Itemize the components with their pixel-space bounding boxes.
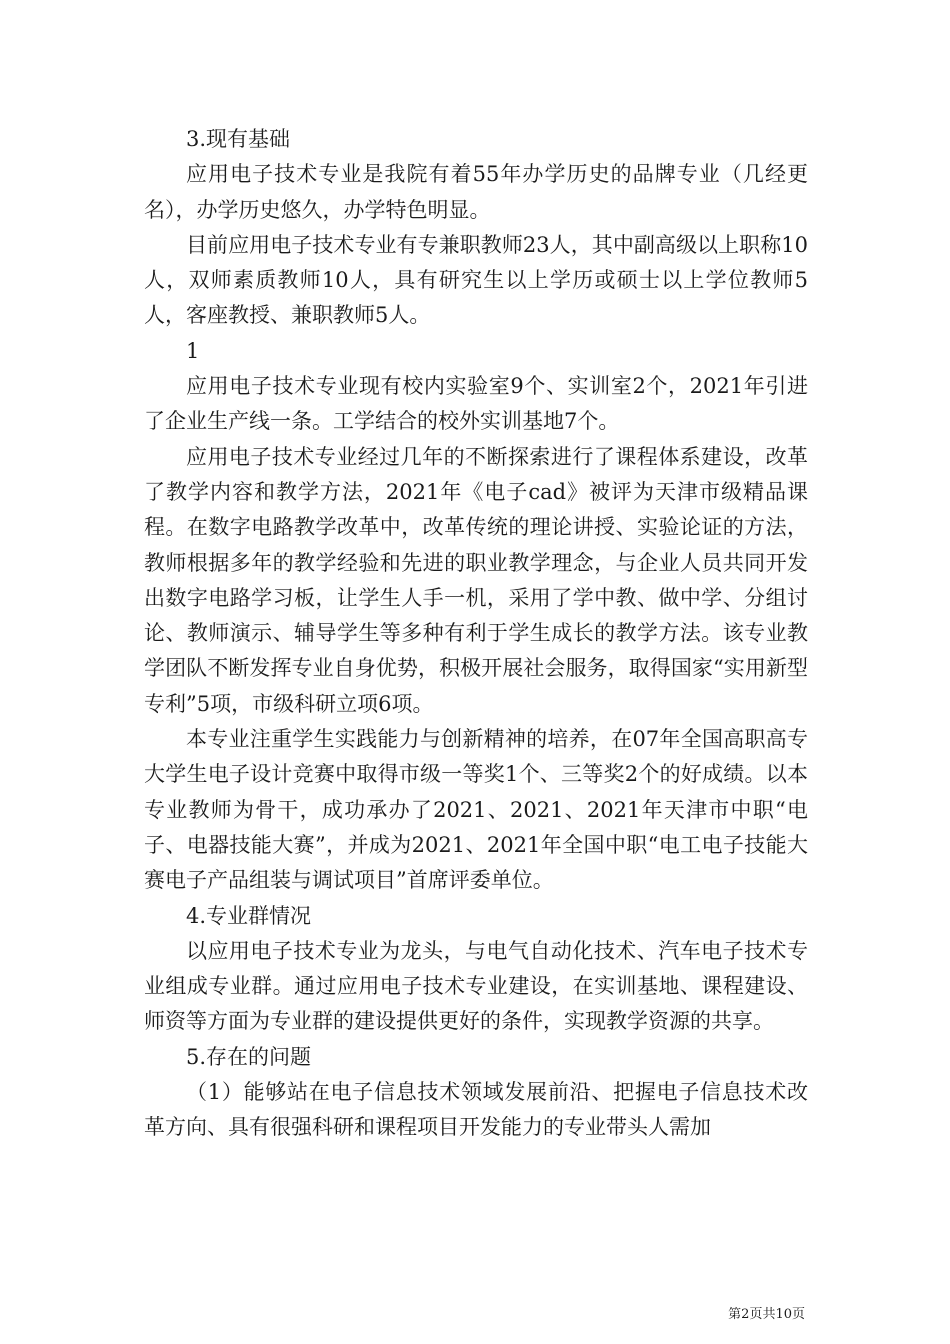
paragraph-history: 应用电子技术专业是我院有着55年办学历史的品牌专业（几经更名），办学历史悠久，办学特色明显。 <box>144 162 808 222</box>
page-number-marker: 1 <box>186 338 200 363</box>
paragraph-curriculum: 应用电子技术专业经过几年的不断探索进行了课程体系建设，改革了教学内容和教学方法，2021年《电子cad》被评为天津市级精品课程。在数字电路教学改革中，改革传统的理论讲授、实验论证的方法，教师根据多年的教学经验和先进的职业教学理念，与企业人员共同开发出数字电路学习板，让学生人手一机，采用了学中教、做中学、分组讨论、教师演示、辅导学生等多种有利于学生成长的教学方法。该专业教学团队不断发挥专业自身优势，积极开展社会服务，取得国家“实用新型专利”5项，市级科研立项6项。 <box>144 444 808 716</box>
document-body <box>144 122 808 1146</box>
paragraph-problem-1: （1）能够站在电子信息技术领域发展前沿、把握电子信息技术改革方向、具有很强科研和课程项目开发能力的专业带头人需加 <box>144 1080 808 1140</box>
page-footer: 第2页共10页 <box>728 1307 805 1322</box>
paragraph-professional-group: 以应用电子技术专业为龙头，与电气自动化技术、汽车电子技术专业组成专业群。通过应用电子技术专业建设，在实训基地、课程建设、师资等方面为专业群的建设提供更好的条件，实现教学资源的共享。 <box>144 938 808 1034</box>
paragraph-labs: 应用电子技术专业现有校内实验室9个、实训室2个，2021年引进了企业生产线一条。工学结合的校外实训基地7个。 <box>144 374 808 434</box>
paragraph-competitions: 本专业注重学生实践能力与创新精神的培养，在07年全国高职高专大学生电子设计竞赛中取得市级一等奖1个、三等奖2个的好成绩。以本专业教师为骨干，成功承办了2021、2021、2021年天津市中职“电子、电器技能大赛”，并成为2021、2021年全国中职“电工电子技能大赛电子产品组装与调试项目”首席评委单位。 <box>144 727 808 893</box>
section-heading-existing-foundation: 3.现有基础 <box>186 127 291 151</box>
section-heading-problems: 5.存在的问题 <box>186 1044 312 1069</box>
paragraph-teachers: 目前应用电子技术专业有专兼职教师23人，其中副高级以上职称10人，双师素质教师10人，具有研究生以上学历或硕士以上学位教师5人，客座教授、兼职教师5人。 <box>144 232 808 328</box>
section-heading-professional-group: 4.专业群情况 <box>186 903 312 928</box>
